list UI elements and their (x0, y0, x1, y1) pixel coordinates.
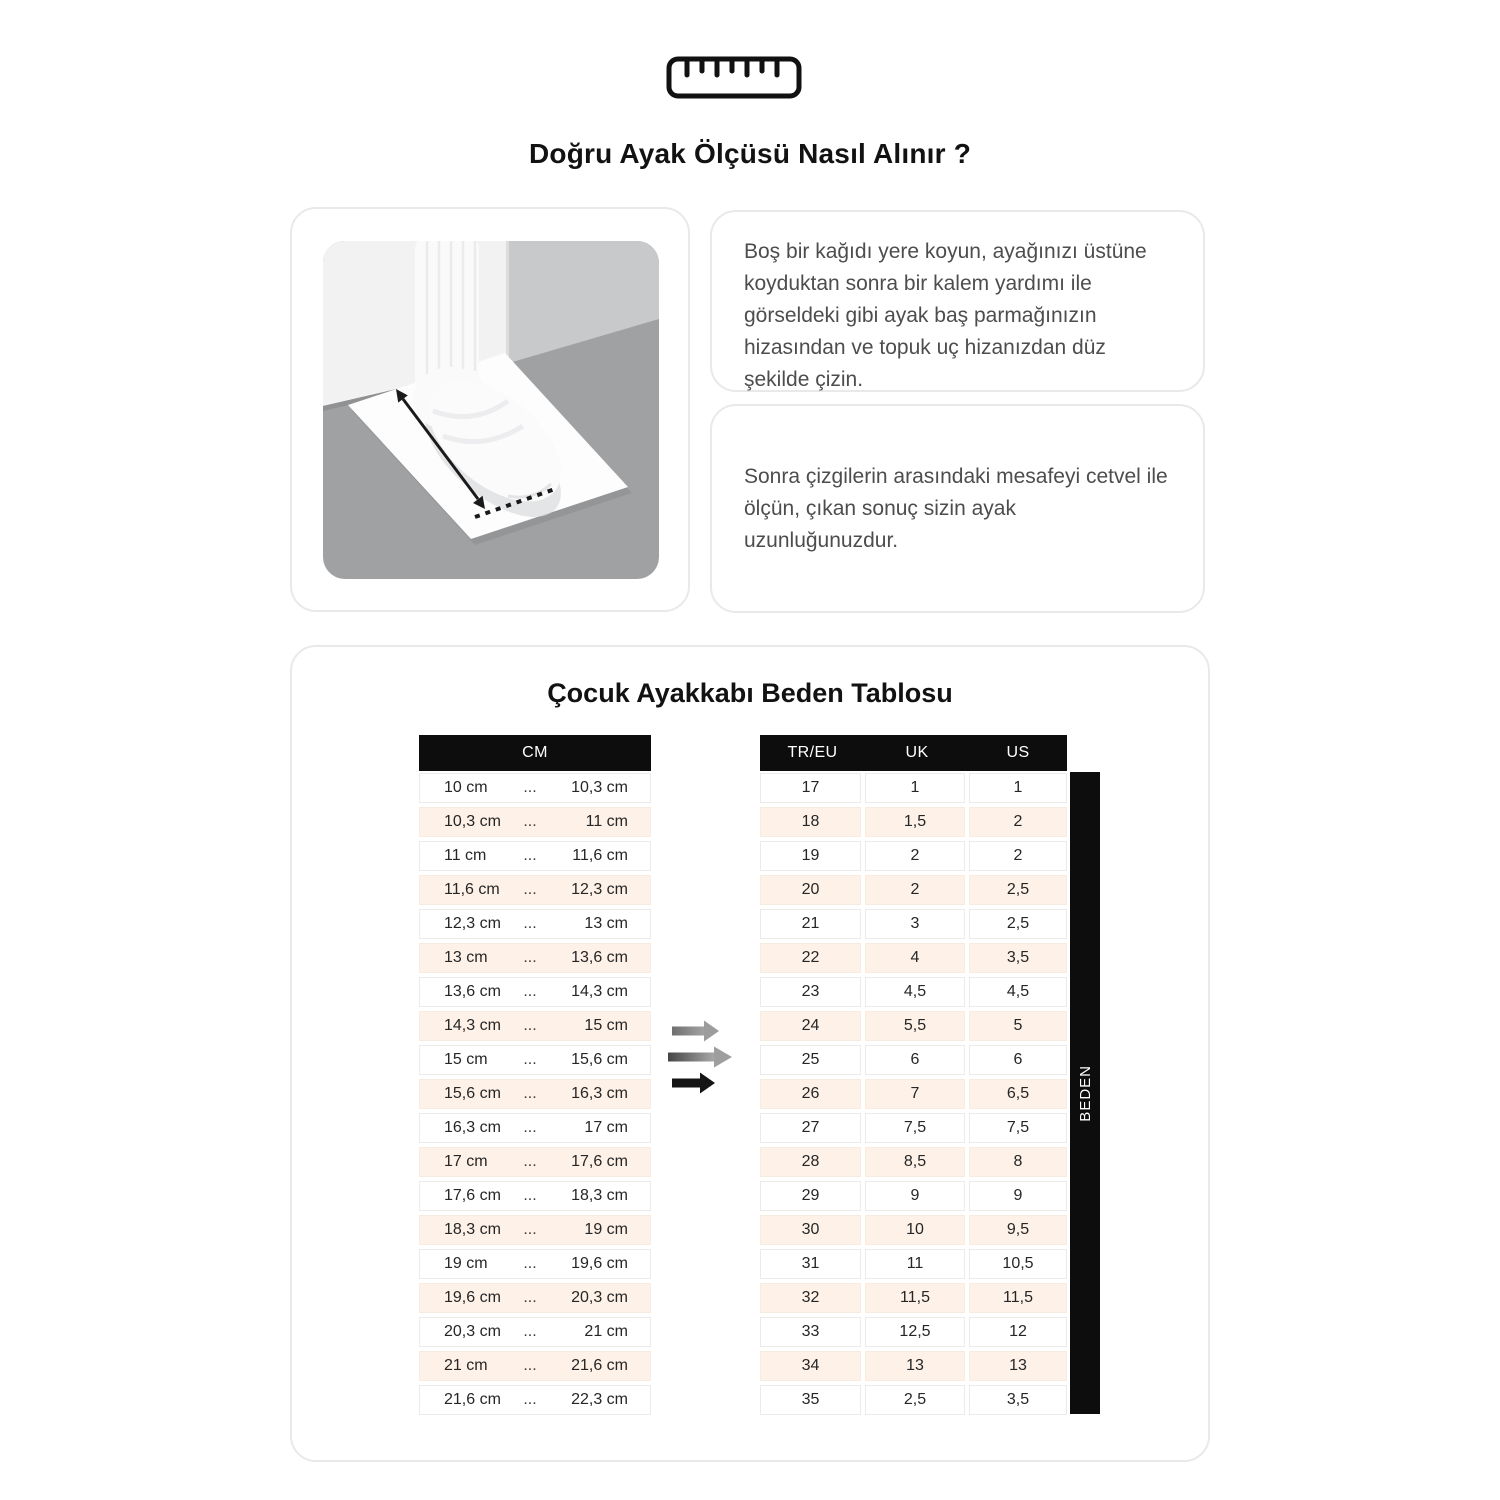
page-title: Doğru Ayak Ölçüsü Nasıl Alınır ? (528, 138, 972, 169)
range-dots: ... (523, 779, 537, 796)
tr-eu-value: 29 (760, 1181, 861, 1211)
tr-eu-value: 19 (760, 841, 861, 871)
us-value: 2,5 (969, 909, 1067, 939)
tr-eu-value: 35 (760, 1385, 861, 1415)
us-value: 9,5 (969, 1215, 1067, 1245)
cm-range-from: 10 cm (444, 779, 488, 796)
cm-range-from: 13,6 cm (444, 983, 501, 1000)
size-header-uk: UK (905, 744, 929, 761)
range-dots: ... (523, 983, 537, 1000)
uk-value: 13 (865, 1351, 965, 1381)
range-dots: ... (523, 813, 537, 830)
uk-value: 4,5 (865, 977, 965, 1007)
cm-range-to: 21 cm (584, 1323, 628, 1340)
uk-value: 11 (865, 1249, 965, 1279)
us-value: 2,5 (969, 875, 1067, 905)
cm-range-to: 19 cm (584, 1221, 628, 1238)
cm-table-row (419, 909, 651, 939)
size-table-row (760, 1351, 1067, 1381)
tr-eu-value: 24 (760, 1011, 861, 1041)
size-table-row (760, 1079, 1067, 1109)
us-value: 11,5 (969, 1283, 1067, 1313)
beden-bar (1070, 772, 1100, 1414)
cm-range-from: 18,3 cm (444, 1221, 501, 1238)
us-value: 7,5 (969, 1113, 1067, 1143)
range-dots: ... (523, 1051, 537, 1068)
cm-range-to: 15,6 cm (571, 1051, 628, 1068)
size-table-row (760, 773, 1067, 803)
cm-table-row (419, 1079, 651, 1109)
cm-range-from: 17,6 cm (444, 1187, 501, 1204)
cm-range-to: 22,3 cm (571, 1391, 628, 1408)
cm-range-from: 11,6 cm (444, 881, 500, 898)
cm-range-to: 13,6 cm (571, 949, 628, 966)
cm-range-from: 10,3 cm (444, 813, 501, 830)
size-table-row (760, 1385, 1067, 1415)
uk-value: 2,5 (865, 1385, 965, 1415)
range-dots: ... (523, 1323, 537, 1340)
cm-range-to: 14,3 cm (571, 983, 628, 1000)
foot-measurement-photo (323, 241, 659, 579)
uk-value: 2 (865, 875, 965, 905)
size-chart-title: Çocuk Ayakkabı Beden Tablosu (547, 678, 953, 708)
us-value: 9 (969, 1181, 1067, 1211)
size-table-header (760, 735, 1067, 771)
size-header-us: US (1006, 744, 1030, 761)
range-dots: ... (523, 1085, 537, 1102)
size-table (760, 735, 1067, 1419)
cm-range-from: 20,3 cm (444, 1323, 501, 1340)
cm-table-row (419, 1351, 651, 1381)
cm-table-row (419, 1045, 651, 1075)
us-value: 12 (969, 1317, 1067, 1347)
cm-range-to: 12,3 cm (571, 881, 628, 898)
us-value: 10,5 (969, 1249, 1067, 1279)
uk-value: 7 (865, 1079, 965, 1109)
cm-range-from: 16,3 cm (444, 1119, 501, 1136)
tr-eu-value: 21 (760, 909, 861, 939)
us-value: 6,5 (969, 1079, 1067, 1109)
beden-label: BEDEN (1076, 1064, 1094, 1122)
us-value: 5 (969, 1011, 1067, 1041)
tr-eu-value: 31 (760, 1249, 861, 1279)
instruction-text-2: Sonra çizgilerin arasındaki mesafeyi cetvel ile ölçün, çıkan sonuç sizin ayak uzunluğunuzdur. (744, 464, 1168, 552)
cm-table-row (419, 1181, 651, 1211)
arrows-right-icon (658, 1019, 750, 1099)
tr-eu-value: 34 (760, 1351, 861, 1381)
cm-range-to: 21,6 cm (571, 1357, 628, 1374)
us-value: 13 (969, 1351, 1067, 1381)
cm-table-header (419, 735, 651, 771)
tr-eu-value: 23 (760, 977, 861, 1007)
us-value: 4,5 (969, 977, 1067, 1007)
range-dots: ... (523, 1119, 537, 1136)
cm-table-row (419, 1385, 651, 1415)
uk-value: 8,5 (865, 1147, 965, 1177)
size-table-row (760, 841, 1067, 871)
uk-value: 6 (865, 1045, 965, 1075)
size-table-row (760, 1283, 1067, 1313)
uk-value: 7,5 (865, 1113, 965, 1143)
cm-range-to: 11,6 cm (572, 847, 628, 864)
cm-range-from: 21,6 cm (444, 1391, 501, 1408)
tr-eu-value: 22 (760, 943, 861, 973)
size-table-row (760, 1317, 1067, 1347)
cm-table-row (419, 943, 651, 973)
cm-table-row (419, 1249, 651, 1279)
range-dots: ... (523, 881, 537, 898)
cm-range-to: 20,3 cm (571, 1289, 628, 1306)
size-chart-card (290, 645, 1210, 1462)
cm-range-from: 21 cm (444, 1357, 488, 1374)
ruler-icon (666, 56, 802, 100)
size-table-row (760, 1045, 1067, 1075)
range-dots: ... (523, 1017, 537, 1034)
cm-range-from: 13 cm (444, 949, 488, 966)
cm-table-row (419, 1317, 651, 1347)
uk-value: 1 (865, 773, 965, 803)
cm-range-to: 17,6 cm (571, 1153, 628, 1170)
uk-value: 4 (865, 943, 965, 973)
cm-header-label: CM (522, 744, 548, 761)
range-dots: ... (523, 1221, 537, 1238)
cm-range-to: 15 cm (584, 1017, 628, 1034)
range-dots: ... (523, 847, 537, 864)
size-table-row (760, 943, 1067, 973)
cm-range-to: 19,6 cm (571, 1255, 628, 1272)
tr-eu-value: 32 (760, 1283, 861, 1313)
uk-value: 9 (865, 1181, 965, 1211)
cm-range-to: 11 cm (585, 813, 628, 830)
uk-value: 5,5 (865, 1011, 965, 1041)
cm-table-row (419, 875, 651, 905)
size-table-row (760, 1113, 1067, 1143)
range-dots: ... (523, 915, 537, 932)
tr-eu-value: 18 (760, 807, 861, 837)
size-table-row (760, 1011, 1067, 1041)
range-dots: ... (523, 1357, 537, 1374)
uk-value: 12,5 (865, 1317, 965, 1347)
cm-range-from: 15 cm (444, 1051, 488, 1068)
cm-table-row (419, 1011, 651, 1041)
cm-range-from: 12,3 cm (444, 915, 501, 932)
foot-photo-card (290, 207, 690, 612)
uk-value: 1,5 (865, 807, 965, 837)
tr-eu-value: 30 (760, 1215, 861, 1245)
cm-range-to: 16,3 cm (571, 1085, 628, 1102)
us-value: 8 (969, 1147, 1067, 1177)
size-table-row (760, 1215, 1067, 1245)
tr-eu-value: 27 (760, 1113, 861, 1143)
size-table-row (760, 875, 1067, 905)
cm-table-row (419, 1113, 651, 1143)
cm-range-to: 17 cm (584, 1119, 628, 1136)
us-value: 6 (969, 1045, 1067, 1075)
instruction-text-1: Boş bir kağıdı yere koyun, ayağınızı üstüne koyduktan sonra bir kalem yardımı ile görseldeki gibi ayak baş parmağınızın hizasından ve topuk uç hizanızdan düz şekilde çizin. (744, 240, 1147, 391)
cm-table-row (419, 1147, 651, 1177)
cm-range-from: 15,6 cm (444, 1085, 501, 1102)
cm-table-row (419, 1283, 651, 1313)
cm-range-from: 11 cm (444, 847, 487, 864)
cm-range-from: 19,6 cm (444, 1289, 501, 1306)
range-dots: ... (523, 1255, 537, 1272)
us-value: 3,5 (969, 943, 1067, 973)
cm-range-to: 13 cm (584, 915, 628, 932)
uk-value: 2 (865, 841, 965, 871)
cm-table-row (419, 773, 651, 803)
size-header-tr-eu: TR/EU (787, 744, 838, 761)
cm-table-row (419, 807, 651, 837)
uk-value: 11,5 (865, 1283, 965, 1313)
cm-range-to: 10,3 cm (571, 779, 628, 796)
tr-eu-value: 33 (760, 1317, 861, 1347)
instruction-card-1 (710, 210, 1205, 392)
size-table-row (760, 1147, 1067, 1177)
range-dots: ... (523, 1391, 537, 1408)
us-value: 2 (969, 807, 1067, 837)
size-table-row (760, 1249, 1067, 1279)
uk-value: 3 (865, 909, 965, 939)
tr-eu-value: 28 (760, 1147, 861, 1177)
uk-value: 10 (865, 1215, 965, 1245)
size-table-row (760, 1181, 1067, 1211)
cm-range-to: 18,3 cm (571, 1187, 628, 1204)
cm-table-body (419, 773, 651, 1415)
instruction-card-2 (710, 404, 1205, 613)
tr-eu-value: 20 (760, 875, 861, 905)
size-table-row (760, 977, 1067, 1007)
cm-table (419, 735, 651, 1419)
tr-eu-value: 25 (760, 1045, 861, 1075)
size-table-body (760, 773, 1067, 1415)
tr-eu-value: 17 (760, 773, 861, 803)
range-dots: ... (523, 1187, 537, 1204)
range-dots: ... (523, 1153, 537, 1170)
cm-table-row (419, 977, 651, 1007)
us-value: 3,5 (969, 1385, 1067, 1415)
tr-eu-value: 26 (760, 1079, 861, 1109)
cm-table-row (419, 1215, 651, 1245)
cm-range-from: 17 cm (444, 1153, 488, 1170)
cm-range-from: 14,3 cm (444, 1017, 501, 1034)
size-table-row (760, 807, 1067, 837)
size-table-row (760, 909, 1067, 939)
cm-range-from: 19 cm (444, 1255, 488, 1272)
us-value: 2 (969, 841, 1067, 871)
cm-table-row (419, 841, 651, 871)
us-value: 1 (969, 773, 1067, 803)
range-dots: ... (523, 949, 537, 966)
range-dots: ... (523, 1289, 537, 1306)
